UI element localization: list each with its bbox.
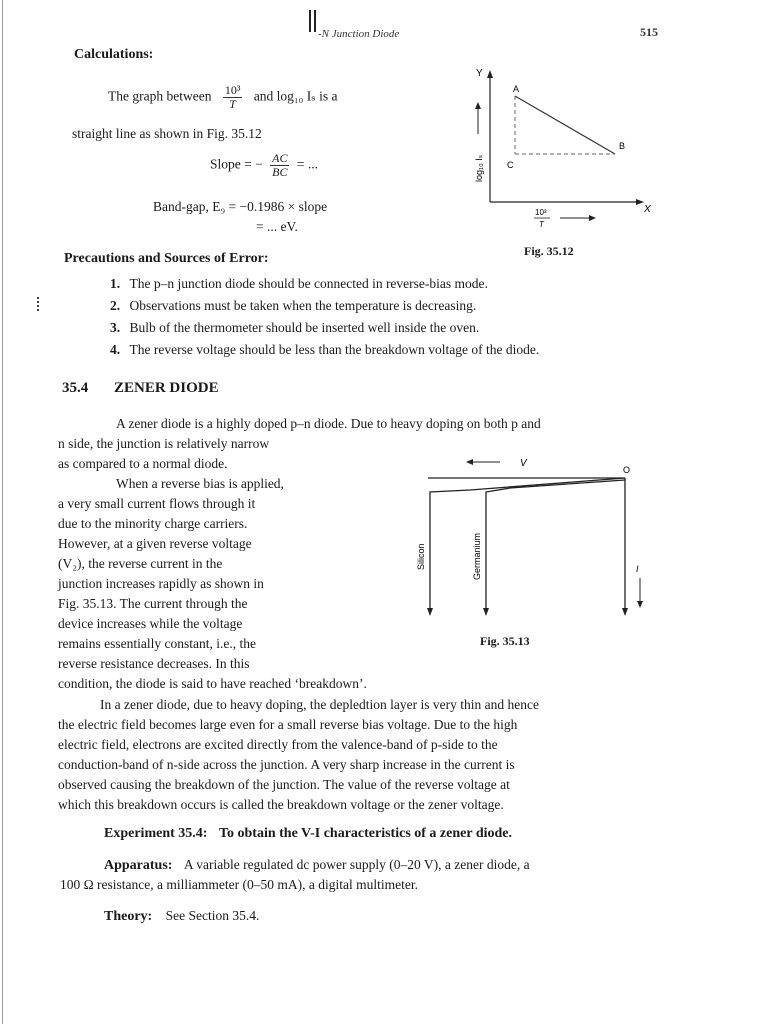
point-label-b: B <box>619 141 626 151</box>
label-v: V <box>520 458 527 469</box>
bandgap-formula: Band-gap, E₉ = −0.1986 × slope <box>153 199 328 214</box>
bandgap-result: = ... eV. <box>256 219 298 234</box>
precaution-number: 2. <box>110 298 121 313</box>
para2-line: In a zener diode, due to heavy doping, the depledtion layer is very thin and hence <box>100 697 539 712</box>
precaution-text: Observations must be taken when the temperature is decreasing. <box>129 298 477 313</box>
axis-label-x: X <box>644 204 651 215</box>
para2-line: conduction-band of n-side across the junction. A very sharp increase in the current is <box>58 757 515 772</box>
calc-line-1-pre: The graph between <box>108 88 212 104</box>
para1-line: A zener diode is a highly doped p–n diode. Due to heavy doping on both p and <box>116 416 541 431</box>
header-rule-mark <box>309 10 311 32</box>
para1-line: reverse resistance decreases. In this <box>58 656 250 671</box>
precaution-item <box>110 276 488 292</box>
label-i: I <box>636 564 639 574</box>
slope-numerator: AC <box>272 151 288 165</box>
fraction-10-3-over-T <box>223 84 243 111</box>
calculations-heading: Calculations: <box>74 47 154 62</box>
apparatus-line-2: 100 Ω resistance, a milliammeter (0–50 mA), a digital multimeter. <box>60 877 418 892</box>
current-axis-arrow <box>622 608 628 616</box>
precaution-item <box>110 298 476 314</box>
calc-line-1 <box>108 84 338 111</box>
slope-formula <box>210 152 318 179</box>
experiment-line <box>104 826 512 842</box>
calc-line-2: straight line as shown in Fig. 35.12 <box>72 126 262 141</box>
y-axis-title: log₁₀ Iₛ <box>474 154 484 182</box>
apparatus-line-1 <box>104 857 530 874</box>
axis-label-y: Y <box>476 68 483 79</box>
para1-line: as compared to a normal diode. <box>58 456 228 471</box>
apparatus-text-1: A variable regulated dc power supply (0–20 V), a zener diode, a <box>183 857 530 872</box>
x-tick-denominator: T <box>539 220 544 229</box>
figure-35-12-caption: Fig. 35.12 <box>524 244 574 258</box>
theory-text: See Section 35.4. <box>165 908 260 923</box>
precaution-number: 4. <box>110 342 121 357</box>
figure-35-12 <box>460 62 670 242</box>
precaution-text: The reverse voltage should be less than the breakdown voltage of the diode. <box>129 342 540 357</box>
para1-line: a very small current flows through it <box>58 496 256 511</box>
para2-line: which this breakdown occurs is called the breakdown voltage or the zener voltage. <box>58 797 504 812</box>
para1-line: When a reverse bias is applied, <box>116 476 284 491</box>
label-o: O <box>623 465 631 475</box>
experiment-title: To obtain the V-I characteristics of a zener diode. <box>218 826 513 841</box>
theory-label: Theory: <box>104 909 153 924</box>
para1-line: (V₂), the reverse current in the <box>58 556 223 571</box>
para1-line: device increases while the voltage <box>58 616 243 631</box>
x-tick-arrowhead <box>589 215 596 221</box>
v-arrowhead <box>466 459 473 465</box>
germanium-arrowhead <box>483 608 489 616</box>
germanium-curve <box>486 480 625 612</box>
fraction-denominator: T <box>229 97 236 111</box>
slope-tail: = ... <box>296 156 318 172</box>
left-margin-mark <box>37 297 41 311</box>
fraction-numerator: 10³ <box>224 83 241 97</box>
para1-line: junction increases rapidly as shown in <box>58 576 264 591</box>
germanium-label: Germanium <box>472 532 482 580</box>
page-edge <box>2 0 3 1024</box>
silicon-curve <box>430 478 625 612</box>
section-number: 35.4 <box>62 380 89 396</box>
running-header: -N Junction Diode <box>318 28 400 40</box>
x-tick-numerator: 10³ <box>535 208 547 217</box>
para2-line: the electric field becomes large even for a small reverse bias voltage. Due to the high <box>58 717 518 732</box>
x-axis-arrow <box>636 199 644 205</box>
para2-line: observed causing the breakdown of the junction. The value of the reverse voltage at <box>58 777 510 792</box>
point-label-c: C <box>507 160 514 170</box>
apparatus-label: Apparatus: <box>104 858 173 873</box>
precaution-number: 1. <box>110 276 121 291</box>
experiment-label: Experiment 35.4: <box>104 826 208 841</box>
silicon-label: Silicon <box>416 543 426 570</box>
slope-denominator: BC <box>272 165 288 179</box>
para1-line: remains essentially constant, i.e., the <box>58 636 256 651</box>
figure-35-13-caption: Fig. 35.13 <box>480 634 530 648</box>
y-axis-arrow <box>487 70 493 78</box>
precaution-item <box>110 342 539 358</box>
precaution-item <box>110 320 479 336</box>
slope-label: Slope = − <box>210 156 263 172</box>
para1-line: However, at a given reverse voltage <box>58 536 252 551</box>
precautions-heading: Precautions and Sources of Error: <box>64 251 269 266</box>
header-rule-mark-2 <box>314 10 316 32</box>
page-number: 515 <box>640 25 658 39</box>
para1-line: condition, the diode is said to have reached ‘breakdown’. <box>58 676 367 691</box>
ylabel-arrowhead <box>475 102 481 109</box>
para2-line: electric field, electrons are excited directly from the valence-band of p-side to the <box>58 737 498 752</box>
calc-line-1-post: and log₁₀ Iₛ is a <box>253 88 338 104</box>
silicon-arrowhead <box>427 608 433 616</box>
theory-line <box>104 908 259 925</box>
precaution-text: The p–n junction diode should be connected in reverse-bias mode. <box>129 276 488 291</box>
i-arrowhead <box>637 601 643 608</box>
line-ab <box>515 96 615 154</box>
slope-fraction <box>270 152 289 179</box>
figure-35-13 <box>410 452 650 622</box>
para1-line: n side, the junction is relatively narrow <box>58 436 270 451</box>
point-label-a: A <box>513 84 520 94</box>
precaution-number: 3. <box>110 320 121 335</box>
para1-line: Fig. 35.13. The current through the <box>58 596 248 611</box>
precaution-text: Bulb of the thermometer should be inserted well inside the oven. <box>129 320 480 335</box>
para1-line: due to the minority charge carriers. <box>58 516 248 531</box>
section-title: ZENER DIODE <box>114 380 219 396</box>
